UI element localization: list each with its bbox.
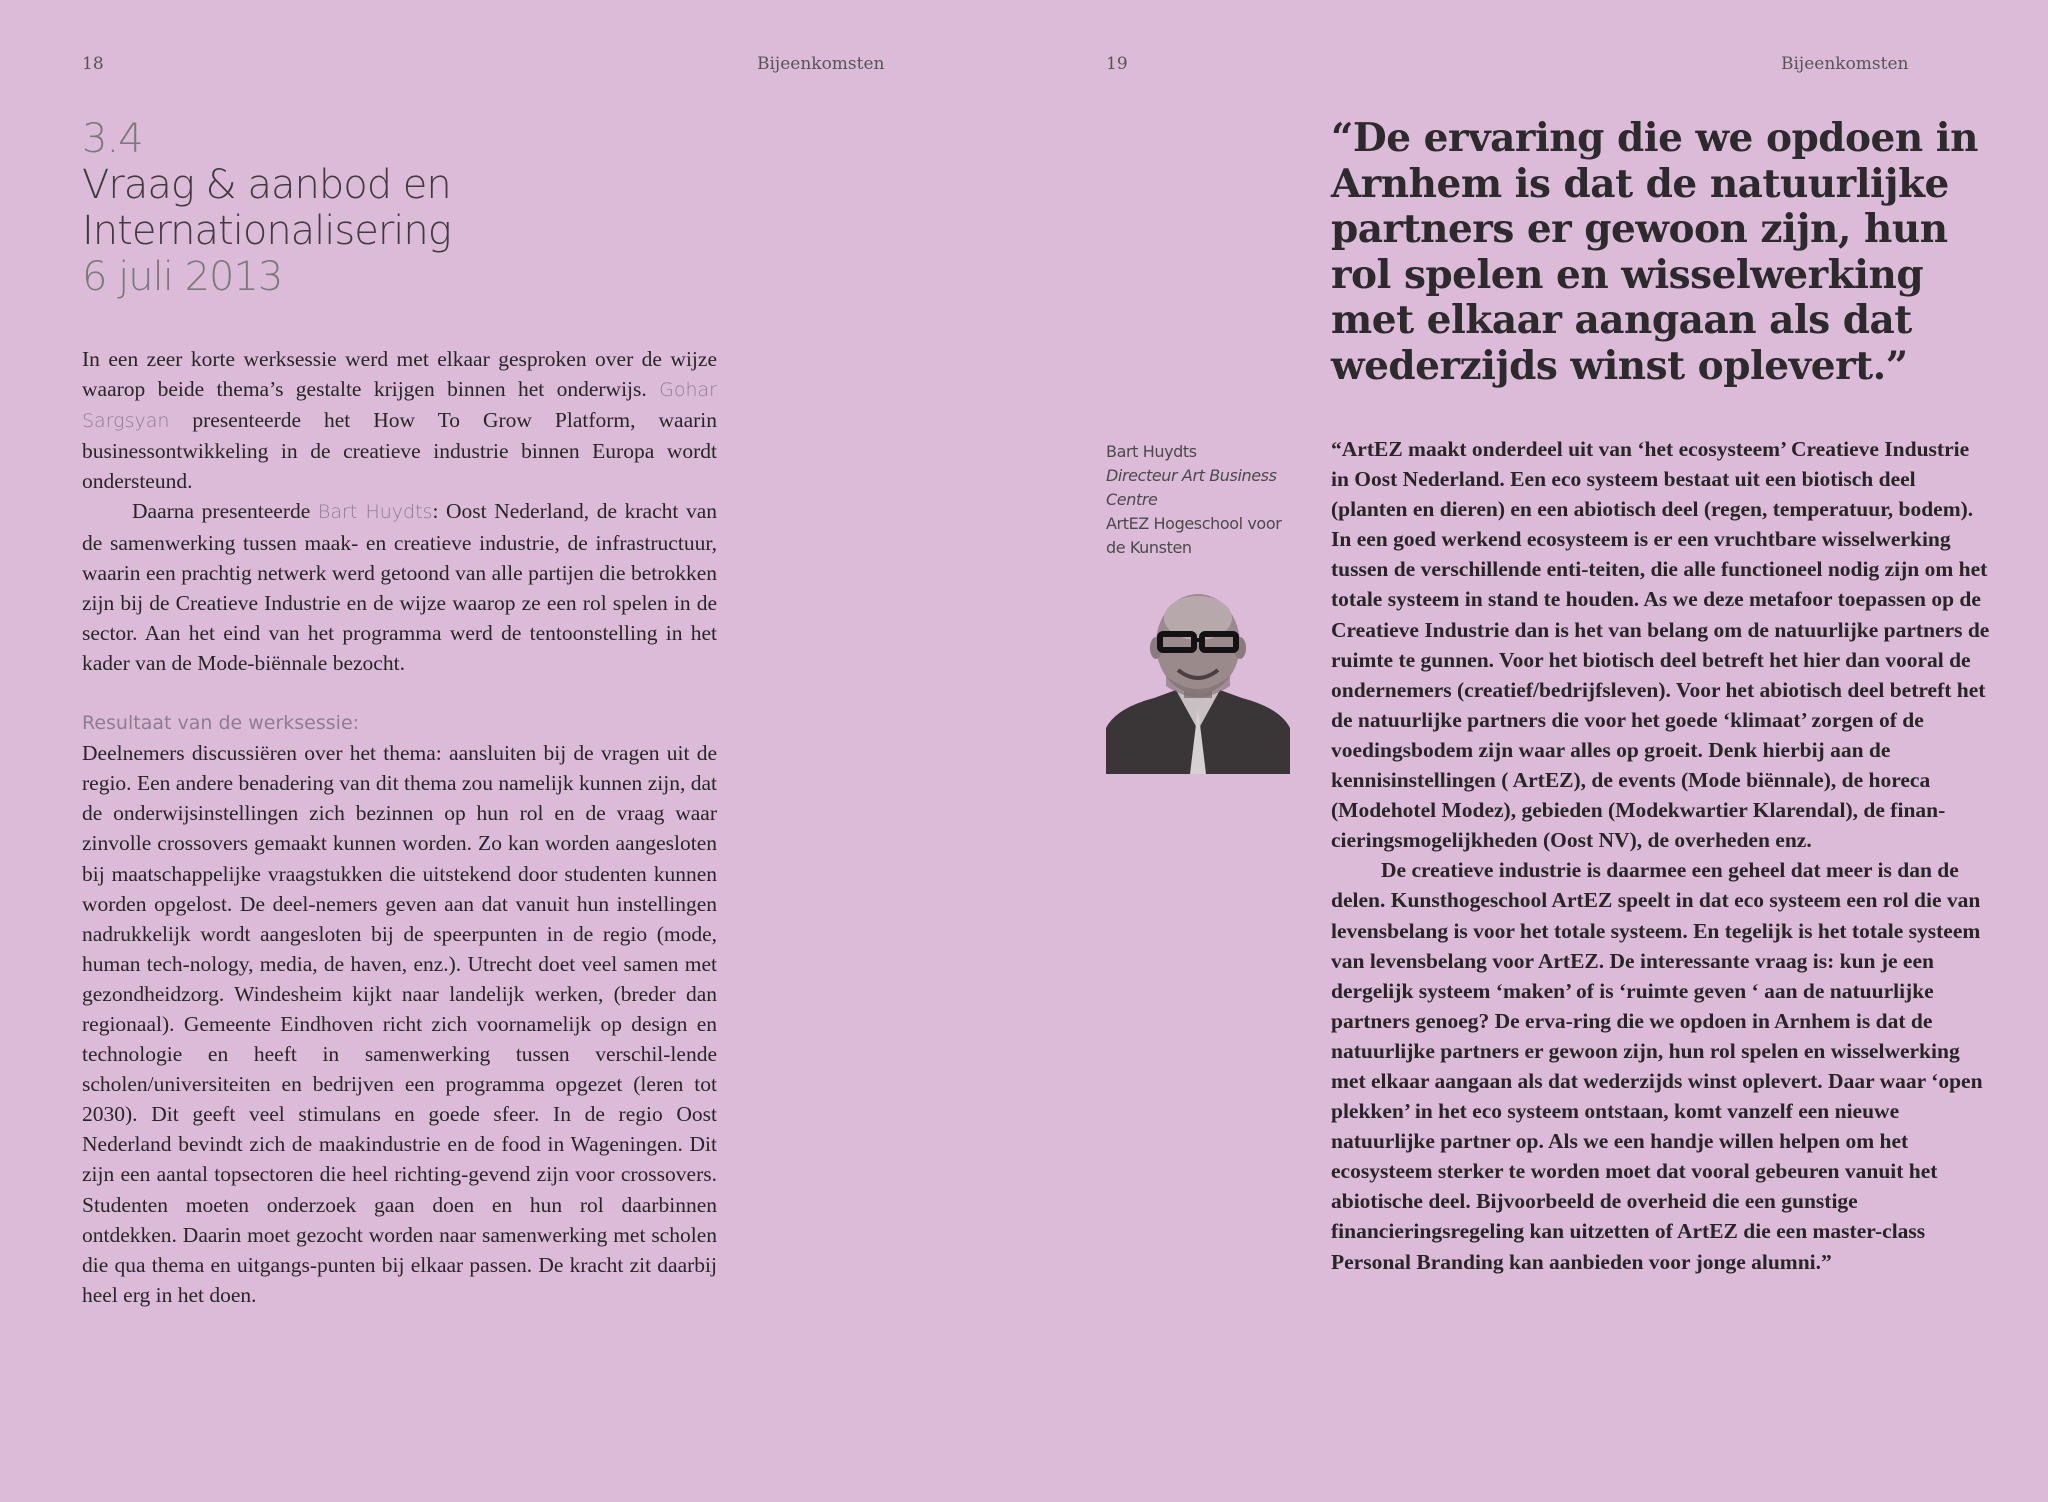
- page-number-left: 18: [82, 54, 104, 74]
- page-number-right: 19: [1106, 54, 1128, 74]
- portrait-photo: [1106, 590, 1290, 774]
- paragraph-text: presenteerde het How To Grow Platform, waarin businessontwikkeling in de creatieve industrie binnen Europa wordt ondersteund.: [82, 408, 717, 494]
- caption-role: Directeur Art Business Centre: [1106, 466, 1277, 509]
- portrait-illustration: [1106, 590, 1290, 774]
- right-body-text: [1331, 434, 1991, 1277]
- pull-quote: “De ervaring die we opdoen in Arnhem is dat de natuurlijke partners er gewoon zijn, hun rol spelen en wisselwerking met elkaar aangaan als dat wederzijds winst oplevert.”: [1331, 115, 1978, 389]
- section-title-line1: Vraag & aanbod en: [82, 162, 451, 208]
- paragraph-text: Daarna presenteerde: [132, 499, 318, 524]
- section-number: 3.4: [82, 116, 143, 162]
- paragraph-text: In een zeer korte werksessie werd met elkaar gesproken over de wijze waarop beide thema’s gestalte krijgen binnen het onderwijs.: [82, 347, 717, 402]
- section-date: 6 juli 2013: [82, 254, 283, 300]
- section-title-line2: Internationalisering: [82, 208, 451, 254]
- running-head-right: Bijeenkomsten: [1781, 54, 1909, 74]
- caption-name: Bart Huydts: [1106, 442, 1197, 461]
- paragraph-intro: [82, 344, 717, 496]
- running-head-left: Bijeenkomsten: [757, 54, 885, 74]
- paragraph-creative-industry: De creatieve industrie is daarmee een geheel dat meer is dan de delen. Kunsthogeschool ArtEZ speelt in dat eco systeem een rol die van levensbelang is voor het totale systeem. En tegelijk is het totale systeem van levensbelang voor ArtEZ. De interessante vraag is: kun je een dergelijk systeem ‘maken’ of is ‘ruimte geven ‘ aan de natuurlijke partners genoeg? De erva-ring die we opdoen in Arnhem is dat de natuurlijke partners er gewoon zijn, hun rol spelen en wisselwerking met elkaar aangaan als dat wederzijds winst oplevert. Daar waar ‘open plekken’ in het eco systeem ontstaan, komt vanzelf een nieuwe natuurlijke partner op. Als we een handje willen helpen om het ecosysteem sterker te worden moet dat vooral gebeuren vanuit het abiotische deel. Bijvoorbeeld de overheid die een gunstige financieringsregeling kan uitzetten of ArtEZ die een master-class Personal Branding kan aanbieden voor jonge alumni.”: [1331, 858, 1983, 1274]
- results-subheading: Resultaat van de werksessie:: [82, 712, 360, 735]
- caption-organisation: ArtEZ Hogeschool voor de Kunsten: [1106, 514, 1282, 557]
- paragraph-results: Deelnemers discussiëren over het thema: aansluiten bij de vragen uit de regio. Een andere benadering van dit thema zou namelijk kunnen zijn, dat de onderwijsinstellingen zich bezinnen op hun rol en de vraag waar zinvolle crossovers gemaakt kunnen worden. Zo kan worden aangesloten bij maatschappelijke vraagstukken die uitstekend door studenten kunnen worden opgelost. De deel-nemers geven aan dat vanuit hun instellingen nadrukkelijk wordt aangesloten bij de speerpunten in de regio (mode, human tech-nology, media, de haven, enz.). Utrecht doet veel samen met gezondheidzorg. Windesheim kijkt naar landelijk werken, (breder dan regionaal). Gemeente Eindhoven richt zich voornamelijk op design en technologie en heeft in samenwerking tussen verschil-lende scholen/universiteiten en bedrijven een programma opgezet (leren tot 2030). Dit geeft veel stimulans en goede sfeer. In de regio Oost Nederland bevindt zich de maakindustrie en de food in Wageningen. Dit zijn een aantal topsectoren die heel richting-gevend zijn voor crossovers. Studenten moeten onderzoek gaan doen en hun rol daarbinnen ontdekken. Daarin moet gezocht worden naar samenwerking met scholen die qua thema en uitgangs-punten bij elkaar passen. De kracht zit daarbij heel erg in het doen.: [82, 741, 717, 1307]
- left-body-text: [82, 344, 717, 1310]
- highlighted-name: Gohar Sargsyan: [82, 379, 717, 433]
- paragraph-ecosystem: “ArtEZ maakt onderdeel uit van ‘het ecosysteem’ Creatieve Industrie in Oost Nederland. Een eco systeem bestaat uit een biotisch deel (planten en dieren) en een abiotisch deel (regen, temperatuur, bodem). In een goed werkend ecosysteem is er een vruchtbare wisselwerking tussen de verschillende enti-teiten, die alle functioneel nodig zijn om het totale systeem in stand te houden. As we deze metafoor toepassen op de Creatieve Industrie dan is het van belang om de natuurlijke partners de ruimte te gunnen. Voor het biotisch deel betreft het hier dan vooral de ondernemers (creatief/bedrijfsleven). Voor het abiotisch deel betreft het de natuurlijke partners die voor het goede ‘klimaat’ zorgen of de voedingsbodem zijn waar alles op groeit. Denk hierbij aan de kennisinstellingen ( ArtEZ), de events (Mode biënnale), de horeca (Modehotel Modez), gebieden (Modekwartier Klarendal), de finan-cieringsmogelijkheden (Oost NV), de overheden enz.: [1331, 437, 1990, 853]
- highlighted-name: Bart Huydts: [317, 501, 433, 524]
- portrait-caption: [1106, 440, 1296, 560]
- section-heading: [82, 116, 722, 300]
- paragraph-presentation: [82, 496, 717, 678]
- paragraph-text: : Oost Nederland, de kracht van de samenwerking tussen maak- en creatieve industrie, de infrastructuur, waarin een prachtig netwerk werd getoond van alle partijen die betrokken zijn bij de Creatieve Industrie en de wijze waarop ze een rol spelen in de sector. Aan het eind van het programma werd de tentoonstelling in het kader van de Mode-biënnale bezocht.: [82, 499, 717, 675]
